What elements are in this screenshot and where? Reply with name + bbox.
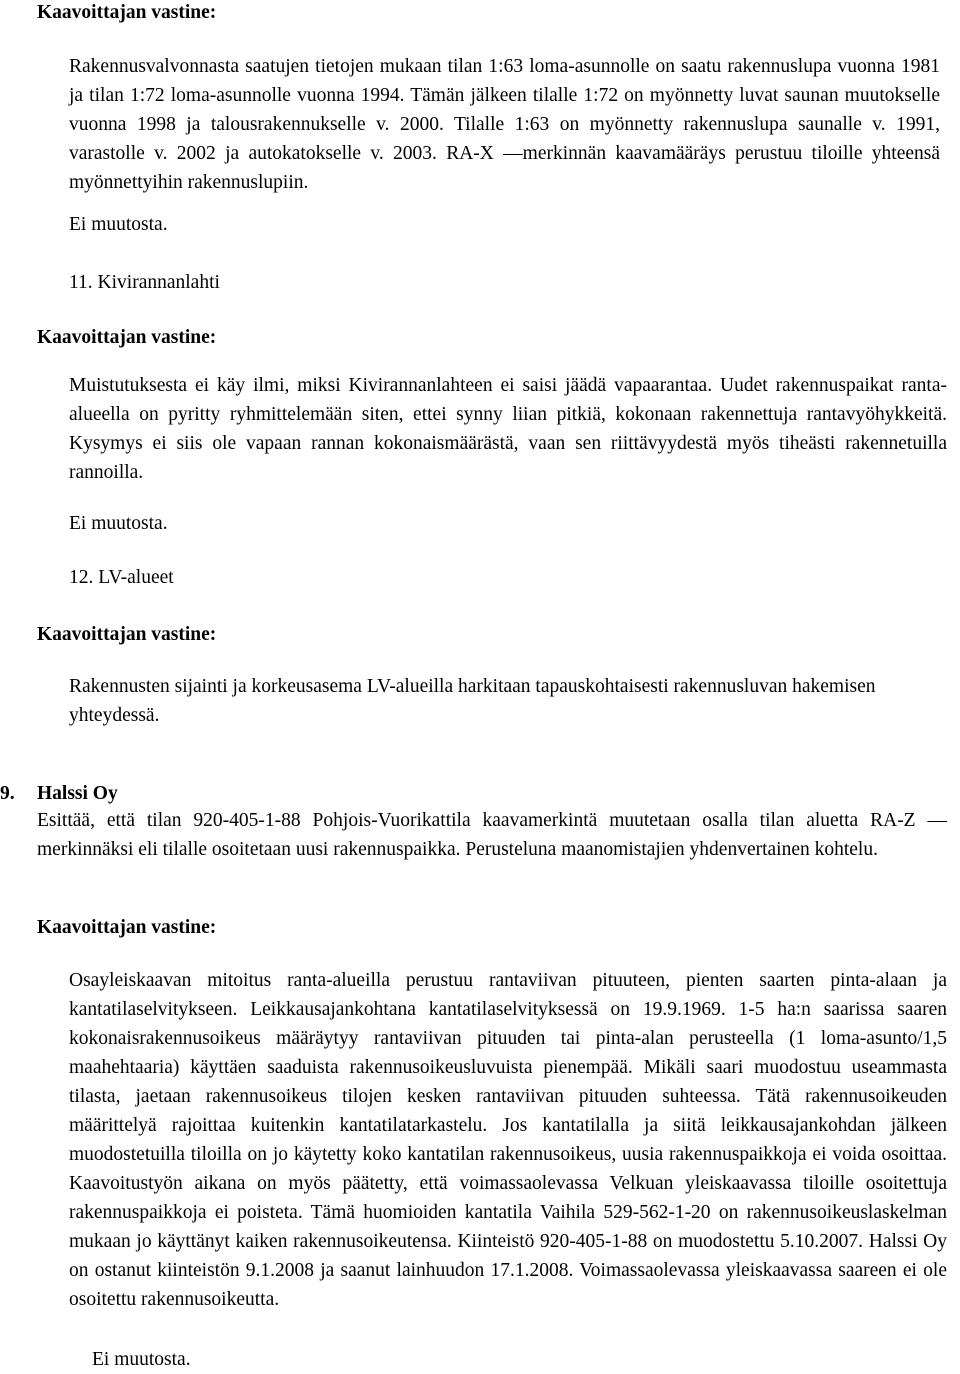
section-9-statement: Esittää, että tilan 920-405-1-88 Pohjois-Vuorikattila kaavamerkintä muutetaan osalla tilan aluetta RA-Z —merkinnäksi eli tilalle osoitetaan uusi rakennuspaikka. Perusteluna maanomistajien yhdenvertainen kohtelu.	[37, 810, 947, 860]
vastine-text-1: Rakennusvalvonnasta saatujen tietojen mukaan tilan 1:63 loma-asunnolle on saatu rakennuslupa vuonna 1981 ja tilan 1:72 loma-asunnolle vuonna 1994. Tämän jälkeen tilalle 1:72 on myönnetty luvat saunan muutokselle vuonna 1998 ja talousrakennukselle v. 2000. Tilalle 1:63 on myönnetty rakennuslupa saunalle v. 1991, varastolle v. 2002 ja autokatokselle v. 2003. RA-X —merkinnän kaavamääräys perustuu tiloille yhteensä myönnettyihin rakennuslupiin.	[69, 56, 940, 193]
decision-1: Ei muutosta.	[69, 214, 168, 235]
vastine-heading-3: Kaavoittajan vastine:	[37, 624, 217, 645]
vastine-text-3: Rakennusten sijainti ja korkeusasema LV-alueilla harkitaan tapauskohtaisesti rakennusluvan hakemisen yhteydessä.	[69, 676, 876, 726]
decision-3: Ei muutosta.	[92, 1349, 191, 1370]
vastine-heading-1: Kaavoittajan vastine:	[37, 2, 217, 23]
section-9-name: Halssi Oy	[37, 783, 118, 804]
vastine-text-4: Osayleiskaavan mitoitus ranta-alueilla perustuu rantaviivan pituuteen, pienten saarten pinta-alaan ja kantatilaselvitykseen. Leikkausajankohtana kantatilaselvityksessä on 19.9.1969. 1-5 ha:n saarissa saaren kokonaisrakennusoikeus määräytyy rantaviivan pituuden tai pinta-alan perusteella (1 loma-asunto/1,5 maahehtaaria) käyttäen saaduista rakennusoikeusluvuista pienempää. Mikäli saari muodostuu useammasta tilasta, jaetaan rakennusoikeus tilojen kesken rantaviivan pituuden suhteessa. Tätä rakennusoikeuden määrittelyä rajoittaa kuitenkin kantatilatarkastelu. Jos kantatilalla ja siitä leikkausajankohdan jälkeen muodostetuilla tiloilla on jo käytetty koko kantatilan rakennusoikeus, uusia rakennuspaikkoja ei voida osoittaa. Kaavoitustyön aikana on myös päätetty, että voimassaolevassa Velkuan yleiskaavassa tiloille osoitettuja rakennuspaikkoja ei poisteta. Tämä huomioiden kantatila Vaihila 529-562-1-20 on rakennusoikeuslaskelman mukaan jo käyttänyt kaiken rakennusoikeutensa. Kiinteistö 920-405-1-88 on muodostettu 5.10.2007. Halssi Oy on ostanut kiinteistön 9.1.2008 ja saanut lainhuudon 17.1.2008. Voimassaolevassa yleiskaavassa saareen ei ole osoitettu rakennusoikeutta.	[69, 970, 947, 1310]
vastine-heading-4: Kaavoittajan vastine:	[37, 917, 217, 938]
decision-2: Ei muutosta.	[69, 513, 168, 534]
vastine-heading-2: Kaavoittajan vastine:	[37, 327, 217, 348]
vastine-text-2: Muistutuksesta ei käy ilmi, miksi Kivirannanlahteen ei saisi jäädä vapaarantaa. Uudet rakennuspaikat ranta-alueella on pyritty ryhmittelemään siten, ettei synny liian pitkiä, kokonaan rakennettuja rantavyöhykkeitä. Kysymys ei siis ole vapaan rannan kokonaismäärästä, vaan sen riittävyydestä myös tiheästi rakennetuilla rannoilla.	[69, 375, 947, 483]
section-11-heading: 11. Kivirannanlahti	[69, 272, 220, 293]
section-12-heading: 12. LV-alueet	[69, 567, 174, 588]
section-9-number: 9.	[0, 783, 15, 804]
